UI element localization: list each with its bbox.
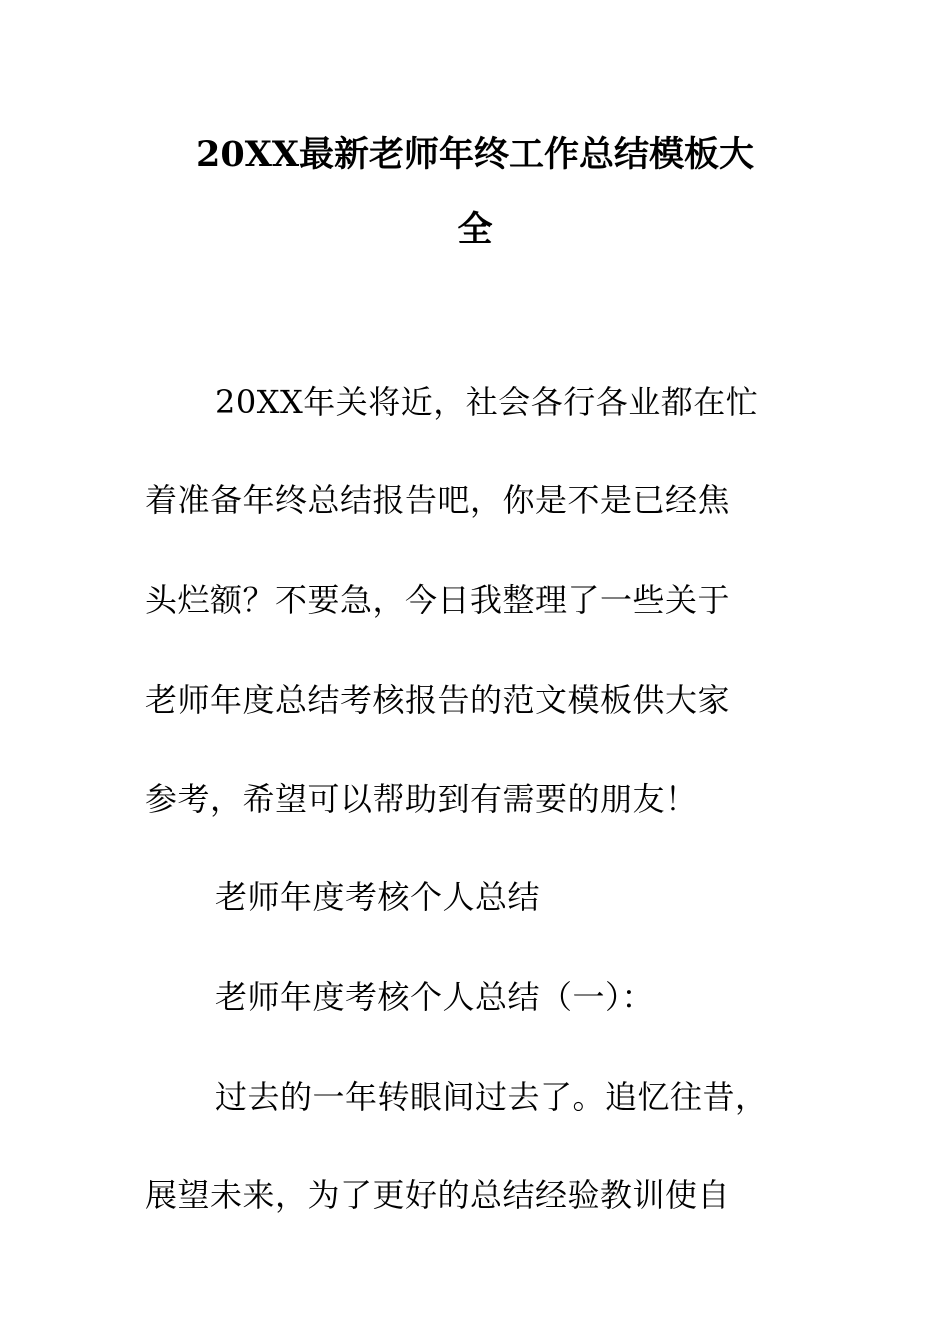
subsection-heading: 老师年度考核个人总结（一）： <box>215 978 655 1016</box>
section-heading: 老师年度考核个人总结 <box>215 878 541 916</box>
paragraph-line: 着准备年终总结报告吧，你是不是已经焦 <box>145 481 731 519</box>
paragraph-line: 展望未来，为了更好的总结经验教训使自 <box>145 1176 731 1214</box>
paragraph-line: 参考，希望可以帮助到有需要的朋友！ <box>145 780 698 818</box>
paragraph-line: 20XX年关将近，社会各行各业都在忙 <box>215 383 759 421</box>
document-title-line-2: 全 <box>457 209 493 250</box>
document-title-line-1: 20XX最新老师年终工作总结模板大 <box>195 134 755 175</box>
paragraph-line: 头烂额？不要急，今日我整理了一些关于 <box>145 581 731 619</box>
paragraph-line: 过去的一年转眼间过去了。追忆往昔， <box>215 1078 768 1116</box>
paragraph-line: 老师年度总结考核报告的范文模板供大家 <box>145 681 731 719</box>
